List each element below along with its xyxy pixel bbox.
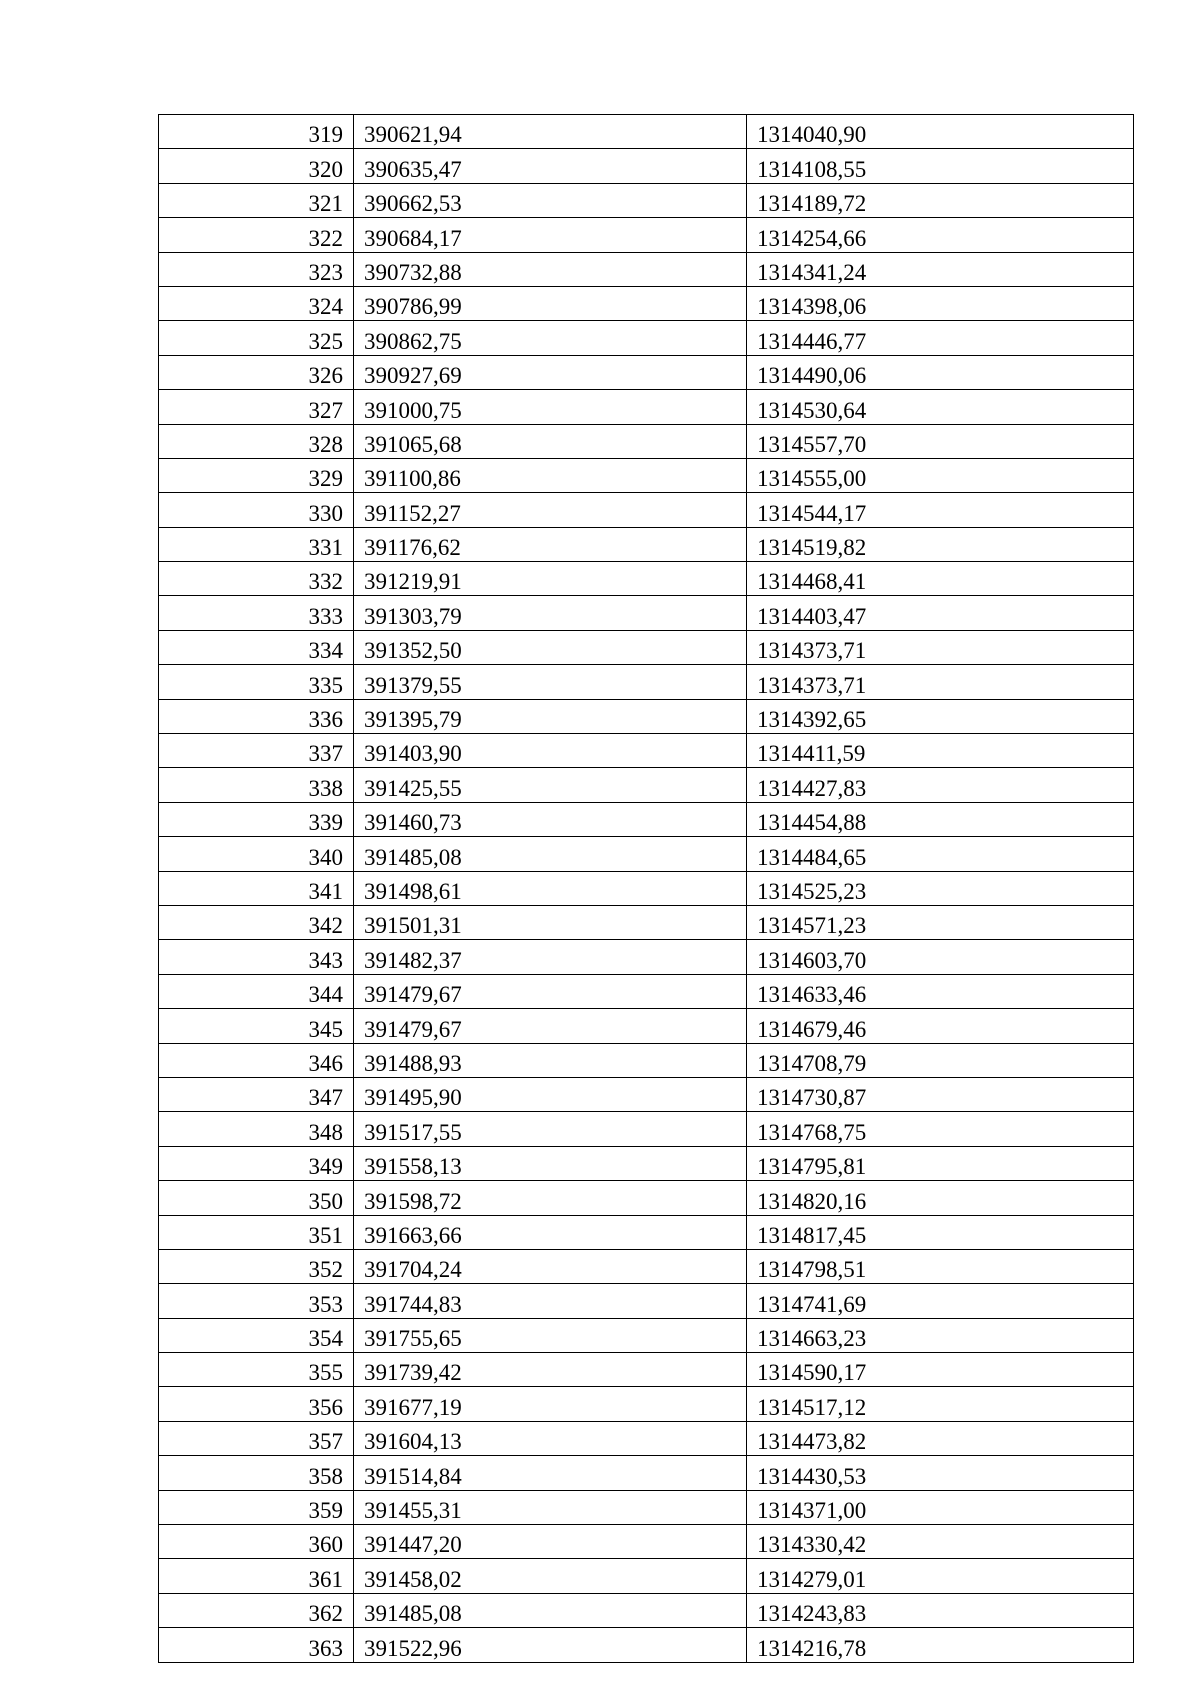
point-number-cell: 329	[159, 458, 354, 492]
x-coordinate-cell: 391558,13	[354, 1146, 747, 1180]
x-coordinate-cell: 391460,73	[354, 802, 747, 836]
point-number-cell: 360	[159, 1525, 354, 1559]
y-coordinate-cell: 1314454,88	[747, 802, 1134, 836]
x-coordinate-cell: 391100,86	[354, 458, 747, 492]
table-row	[159, 1593, 1134, 1627]
point-number-cell: 334	[159, 630, 354, 664]
table-row	[159, 1215, 1134, 1249]
x-coordinate-cell: 391663,66	[354, 1215, 747, 1249]
point-number-cell: 354	[159, 1318, 354, 1352]
point-number-cell: 326	[159, 355, 354, 389]
x-coordinate-cell: 391176,62	[354, 527, 747, 561]
point-number-cell: 343	[159, 940, 354, 974]
table-row	[159, 458, 1134, 492]
x-coordinate-cell: 391522,96	[354, 1628, 747, 1662]
x-coordinate-cell: 391303,79	[354, 596, 747, 630]
y-coordinate-cell: 1314603,70	[747, 940, 1134, 974]
table-row	[159, 837, 1134, 871]
y-coordinate-cell: 1314571,23	[747, 905, 1134, 939]
table-row	[159, 424, 1134, 458]
y-coordinate-cell: 1314817,45	[747, 1215, 1134, 1249]
point-number-cell: 331	[159, 527, 354, 561]
x-coordinate-cell: 391447,20	[354, 1525, 747, 1559]
table-row	[159, 1146, 1134, 1180]
y-coordinate-cell: 1314517,12	[747, 1387, 1134, 1421]
point-number-cell: 323	[159, 252, 354, 286]
table-row	[159, 1421, 1134, 1455]
table-row	[159, 1284, 1134, 1318]
x-coordinate-cell: 391479,67	[354, 1009, 747, 1043]
point-number-cell: 319	[159, 115, 354, 149]
point-number-cell: 330	[159, 493, 354, 527]
table-row	[159, 1318, 1134, 1352]
y-coordinate-cell: 1314484,65	[747, 837, 1134, 871]
x-coordinate-cell: 391152,27	[354, 493, 747, 527]
x-coordinate-cell: 391219,91	[354, 562, 747, 596]
x-coordinate-cell: 391498,61	[354, 871, 747, 905]
coordinates-table-body	[159, 115, 1134, 1663]
table-row	[159, 562, 1134, 596]
y-coordinate-cell: 1314403,47	[747, 596, 1134, 630]
y-coordinate-cell: 1314446,77	[747, 321, 1134, 355]
y-coordinate-cell: 1314768,75	[747, 1112, 1134, 1146]
table-row	[159, 149, 1134, 183]
x-coordinate-cell: 390662,53	[354, 183, 747, 217]
y-coordinate-cell: 1314544,17	[747, 493, 1134, 527]
table-row	[159, 630, 1134, 664]
y-coordinate-cell: 1314373,71	[747, 630, 1134, 664]
x-coordinate-cell: 391488,93	[354, 1043, 747, 1077]
y-coordinate-cell: 1314590,17	[747, 1353, 1134, 1387]
table-row	[159, 734, 1134, 768]
y-coordinate-cell: 1314330,42	[747, 1525, 1134, 1559]
point-number-cell: 344	[159, 974, 354, 1008]
point-number-cell: 340	[159, 837, 354, 871]
x-coordinate-cell: 390635,47	[354, 149, 747, 183]
table-row	[159, 115, 1134, 149]
x-coordinate-cell: 390786,99	[354, 286, 747, 320]
x-coordinate-cell: 391458,02	[354, 1559, 747, 1593]
x-coordinate-cell: 391065,68	[354, 424, 747, 458]
x-coordinate-cell: 391744,83	[354, 1284, 747, 1318]
y-coordinate-cell: 1314490,06	[747, 355, 1134, 389]
point-number-cell: 339	[159, 802, 354, 836]
y-coordinate-cell: 1314430,53	[747, 1456, 1134, 1490]
table-row	[159, 252, 1134, 286]
x-coordinate-cell: 390732,88	[354, 252, 747, 286]
table-row	[159, 699, 1134, 733]
coordinates-table	[158, 114, 1134, 1663]
x-coordinate-cell: 391482,37	[354, 940, 747, 974]
y-coordinate-cell: 1314708,79	[747, 1043, 1134, 1077]
table-row	[159, 1249, 1134, 1283]
point-number-cell: 338	[159, 768, 354, 802]
point-number-cell: 356	[159, 1387, 354, 1421]
table-row	[159, 355, 1134, 389]
point-number-cell: 341	[159, 871, 354, 905]
y-coordinate-cell: 1314679,46	[747, 1009, 1134, 1043]
point-number-cell: 363	[159, 1628, 354, 1662]
x-coordinate-cell: 391352,50	[354, 630, 747, 664]
y-coordinate-cell: 1314040,90	[747, 115, 1134, 149]
y-coordinate-cell: 1314663,23	[747, 1318, 1134, 1352]
table-row	[159, 1490, 1134, 1524]
point-number-cell: 335	[159, 665, 354, 699]
x-coordinate-cell: 391704,24	[354, 1249, 747, 1283]
point-number-cell: 350	[159, 1181, 354, 1215]
y-coordinate-cell: 1314373,71	[747, 665, 1134, 699]
x-coordinate-cell: 391485,08	[354, 837, 747, 871]
point-number-cell: 351	[159, 1215, 354, 1249]
x-coordinate-cell: 390927,69	[354, 355, 747, 389]
point-number-cell: 336	[159, 699, 354, 733]
y-coordinate-cell: 1314473,82	[747, 1421, 1134, 1455]
x-coordinate-cell: 391739,42	[354, 1353, 747, 1387]
y-coordinate-cell: 1314371,00	[747, 1490, 1134, 1524]
x-coordinate-cell: 391403,90	[354, 734, 747, 768]
point-number-cell: 349	[159, 1146, 354, 1180]
x-coordinate-cell: 391517,55	[354, 1112, 747, 1146]
y-coordinate-cell: 1314468,41	[747, 562, 1134, 596]
y-coordinate-cell: 1314398,06	[747, 286, 1134, 320]
table-row	[159, 768, 1134, 802]
table-row	[159, 1353, 1134, 1387]
y-coordinate-cell: 1314341,24	[747, 252, 1134, 286]
table-row	[159, 1456, 1134, 1490]
y-coordinate-cell: 1314108,55	[747, 149, 1134, 183]
table-row	[159, 218, 1134, 252]
point-number-cell: 352	[159, 1249, 354, 1283]
table-row	[159, 1559, 1134, 1593]
table-row	[159, 974, 1134, 1008]
table-row	[159, 493, 1134, 527]
table-row	[159, 183, 1134, 217]
table-row	[159, 390, 1134, 424]
point-number-cell: 324	[159, 286, 354, 320]
table-row	[159, 802, 1134, 836]
table-row	[159, 527, 1134, 561]
point-number-cell: 347	[159, 1077, 354, 1111]
x-coordinate-cell: 391495,90	[354, 1077, 747, 1111]
table-row	[159, 1077, 1134, 1111]
x-coordinate-cell: 390621,94	[354, 115, 747, 149]
x-coordinate-cell: 391000,75	[354, 390, 747, 424]
x-coordinate-cell: 391501,31	[354, 905, 747, 939]
x-coordinate-cell: 391379,55	[354, 665, 747, 699]
table-row	[159, 940, 1134, 974]
y-coordinate-cell: 1314798,51	[747, 1249, 1134, 1283]
y-coordinate-cell: 1314795,81	[747, 1146, 1134, 1180]
x-coordinate-cell: 391755,65	[354, 1318, 747, 1352]
point-number-cell: 337	[159, 734, 354, 768]
table-row	[159, 1628, 1134, 1662]
y-coordinate-cell: 1314820,16	[747, 1181, 1134, 1215]
x-coordinate-cell: 391455,31	[354, 1490, 747, 1524]
point-number-cell: 358	[159, 1456, 354, 1490]
y-coordinate-cell: 1314216,78	[747, 1628, 1134, 1662]
x-coordinate-cell: 391479,67	[354, 974, 747, 1008]
point-number-cell: 361	[159, 1559, 354, 1593]
y-coordinate-cell: 1314557,70	[747, 424, 1134, 458]
x-coordinate-cell: 391395,79	[354, 699, 747, 733]
y-coordinate-cell: 1314741,69	[747, 1284, 1134, 1318]
y-coordinate-cell: 1314279,01	[747, 1559, 1134, 1593]
point-number-cell: 333	[159, 596, 354, 630]
y-coordinate-cell: 1314730,87	[747, 1077, 1134, 1111]
y-coordinate-cell: 1314525,23	[747, 871, 1134, 905]
point-number-cell: 345	[159, 1009, 354, 1043]
point-number-cell: 332	[159, 562, 354, 596]
table-row	[159, 1387, 1134, 1421]
point-number-cell: 320	[159, 149, 354, 183]
point-number-cell: 321	[159, 183, 354, 217]
table-row	[159, 1009, 1134, 1043]
x-coordinate-cell: 391485,08	[354, 1593, 747, 1627]
point-number-cell: 362	[159, 1593, 354, 1627]
table-row	[159, 1112, 1134, 1146]
x-coordinate-cell: 390684,17	[354, 218, 747, 252]
table-row	[159, 286, 1134, 320]
point-number-cell: 325	[159, 321, 354, 355]
x-coordinate-cell: 391677,19	[354, 1387, 747, 1421]
table-row	[159, 596, 1134, 630]
table-row	[159, 1525, 1134, 1559]
y-coordinate-cell: 1314243,83	[747, 1593, 1134, 1627]
point-number-cell: 322	[159, 218, 354, 252]
point-number-cell: 359	[159, 1490, 354, 1524]
point-number-cell: 328	[159, 424, 354, 458]
y-coordinate-cell: 1314254,66	[747, 218, 1134, 252]
y-coordinate-cell: 1314427,83	[747, 768, 1134, 802]
y-coordinate-cell: 1314392,65	[747, 699, 1134, 733]
point-number-cell: 327	[159, 390, 354, 424]
table-row	[159, 1181, 1134, 1215]
x-coordinate-cell: 391598,72	[354, 1181, 747, 1215]
point-number-cell: 342	[159, 905, 354, 939]
x-coordinate-cell: 390862,75	[354, 321, 747, 355]
table-row	[159, 321, 1134, 355]
point-number-cell: 355	[159, 1353, 354, 1387]
x-coordinate-cell: 391425,55	[354, 768, 747, 802]
point-number-cell: 346	[159, 1043, 354, 1077]
y-coordinate-cell: 1314189,72	[747, 183, 1134, 217]
point-number-cell: 353	[159, 1284, 354, 1318]
x-coordinate-cell: 391514,84	[354, 1456, 747, 1490]
y-coordinate-cell: 1314633,46	[747, 974, 1134, 1008]
table-row	[159, 905, 1134, 939]
x-coordinate-cell: 391604,13	[354, 1421, 747, 1455]
y-coordinate-cell: 1314530,64	[747, 390, 1134, 424]
y-coordinate-cell: 1314555,00	[747, 458, 1134, 492]
table-row	[159, 871, 1134, 905]
point-number-cell: 348	[159, 1112, 354, 1146]
table-row	[159, 1043, 1134, 1077]
table-row	[159, 665, 1134, 699]
y-coordinate-cell: 1314519,82	[747, 527, 1134, 561]
y-coordinate-cell: 1314411,59	[747, 734, 1134, 768]
point-number-cell: 357	[159, 1421, 354, 1455]
